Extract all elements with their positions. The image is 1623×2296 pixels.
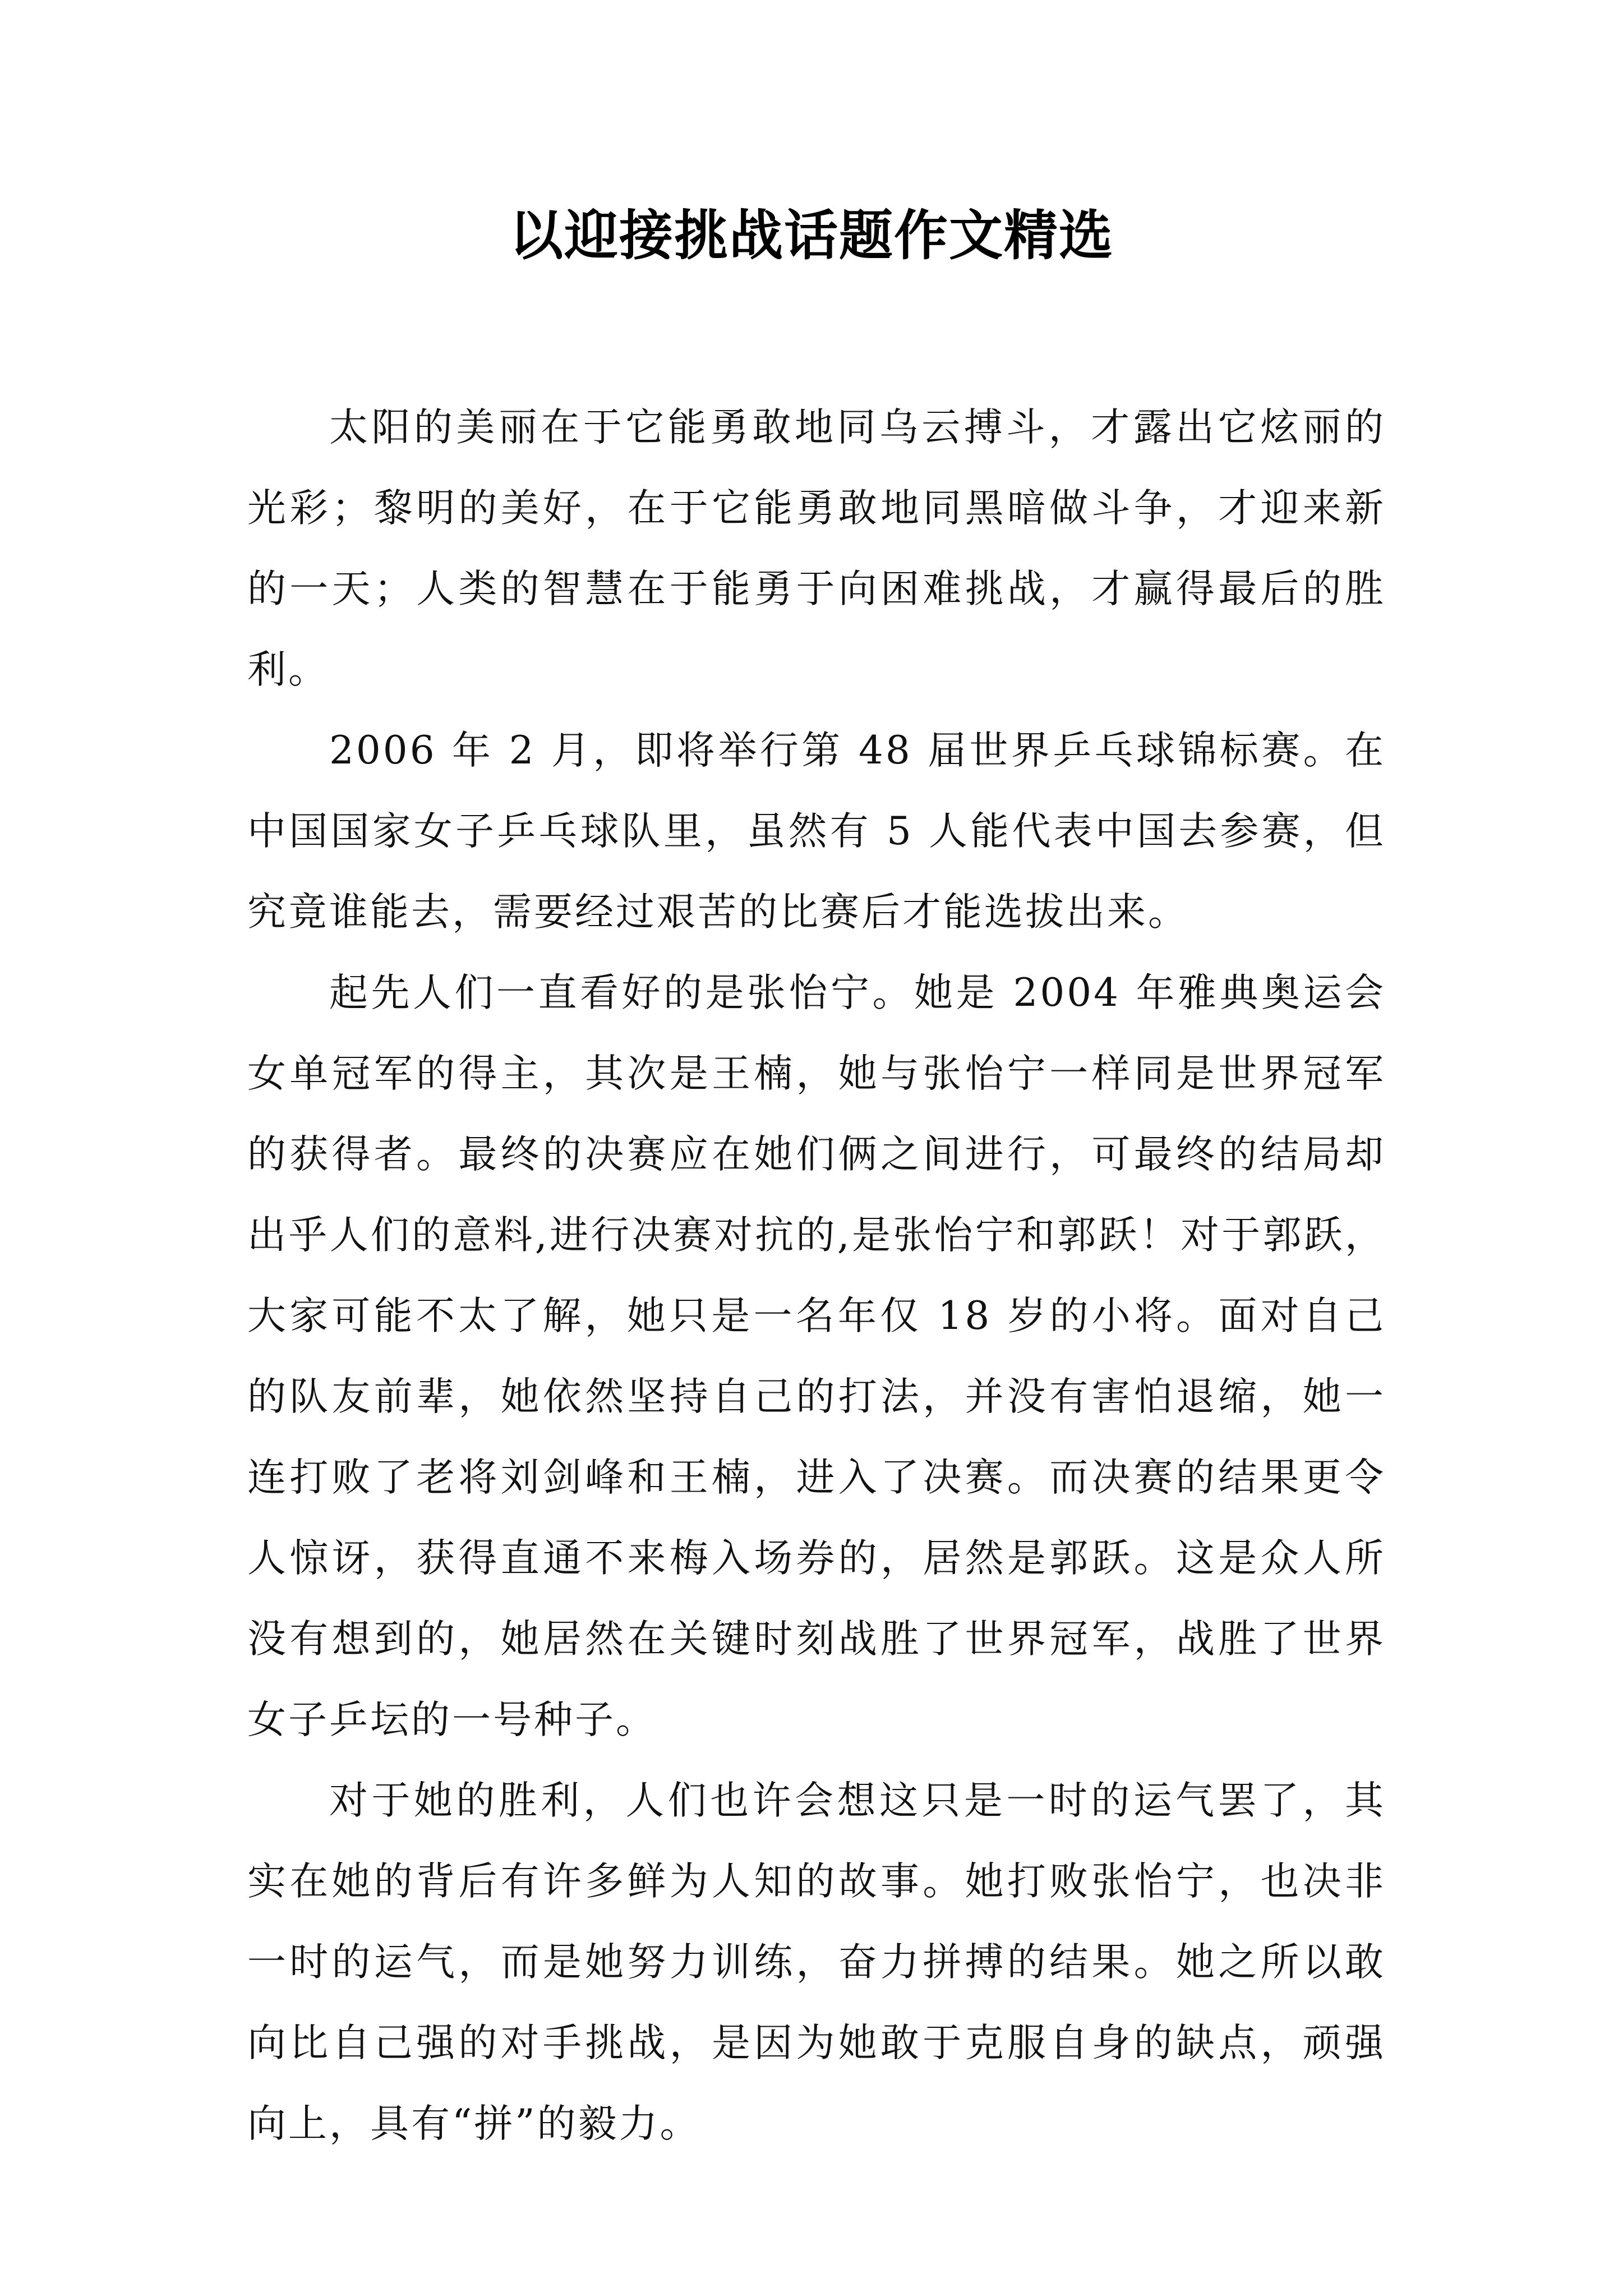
paragraph-3: 起先人们一直看好的是张怡宁。她是 2004 年雅典奥运会女单冠军的得主，其次是王楠，她与张怡宁一样同是世界冠军的获得者。最终的决赛应在她们俩之间进行，可最终的结局却出乎人们的意料,进行决赛对抗的,是张怡宁和郭跃！对于郭跃，大家可能不太了解，她只是一名年仅 18 岁的小将。面对自己的队友前辈，她依然坚持自己的打法，并没有害怕退缩，她一连打败了老将刘剑峰和王楠，进入了决赛。而决赛的结果更令人惊讶，获得直通不来梅入场券的，居然是郭跃。这是众人所没有想到的，她居然在关键时刻战胜了世界冠军，战胜了世界女子乒坛的一号种子。 xyxy=(247,970,1386,1742)
paragraph-4: 对于她的胜利，人们也许会想这只是一时的运气罢了，其实在她的背后有许多鲜为人知的故事。她打败张怡宁，也决非一时的运气，而是她努力训练，奋力拼搏的结果。她之所以敢向比自己强的对手挑战，是因为她敢于克服自身的缺点，顽强向上，具有“拼”的毅力。 xyxy=(247,1778,1386,2146)
paragraph-1: 太阳的美丽在于它能勇敢地同乌云搏斗，才露出它炫丽的光彩；黎明的美好，在于它能勇敢地同黑暗做斗争，才迎来新的一天；人类的智慧在于能勇于向困难挑战，才赢得最后的胜利。 xyxy=(247,405,1386,692)
document-body xyxy=(247,387,1386,2164)
document-title: 以迎接挑战话题作文精选 xyxy=(509,204,1114,267)
paragraph-2: 2006 年 2 月，即将举行第 48 届世界乒乓球锦标赛。在中国国家女子乒乓球队里，虽然有 5 人能代表中国去参赛，但究竟谁能去，需要经过艰苦的比赛后才能选拔出来。 xyxy=(247,728,1386,935)
